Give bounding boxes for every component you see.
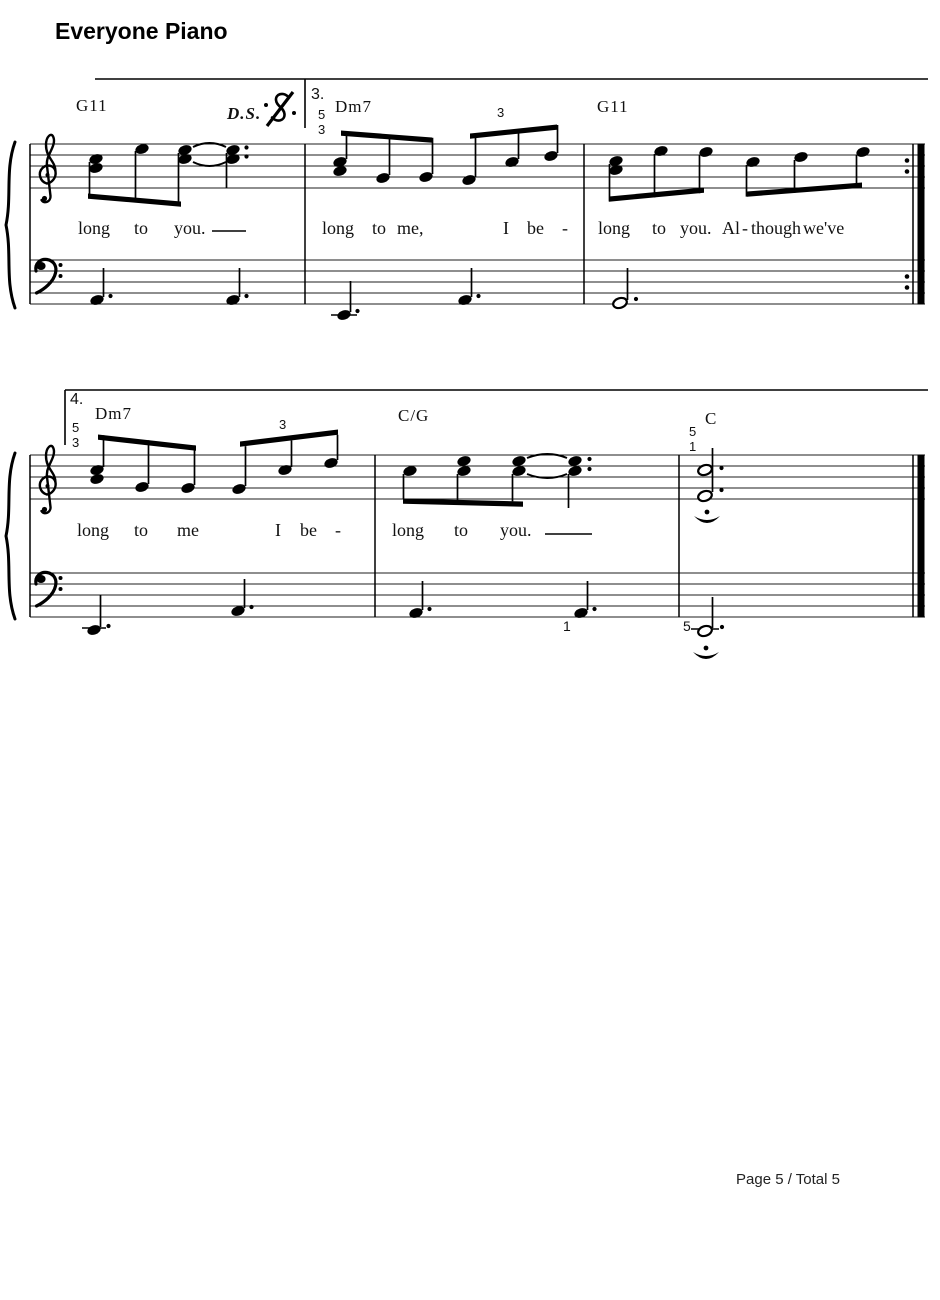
system2-measure3-notes — [694, 448, 724, 523]
fermata-icon — [693, 646, 719, 659]
fingering-number: 1 — [563, 618, 571, 634]
page-title: Everyone Piano — [55, 18, 228, 44]
lyric-syllable: long — [322, 218, 355, 238]
lyric-syllable: to — [454, 520, 469, 540]
ds-label: D.S. — [227, 104, 262, 123]
system1-bass-notes — [89, 268, 638, 321]
fingering-number: 3 — [318, 122, 326, 137]
chord-symbol: Dm7 — [95, 404, 132, 423]
lyric-syllable: to — [134, 218, 149, 238]
lyric-syllable: be — [527, 218, 544, 238]
volta-bracket-4 — [65, 390, 928, 445]
page-number: Page 5 / Total 5 — [736, 1171, 840, 1188]
lyric-syllable: me — [177, 520, 199, 540]
system1-treble-staff — [30, 144, 925, 188]
chord-symbol: C — [705, 409, 718, 428]
lyric-syllable: you. — [680, 218, 712, 238]
volta-number: 3. — [311, 86, 325, 103]
fingering-number: 3 — [72, 435, 80, 450]
chord-symbol: G11 — [597, 97, 629, 116]
volta-number: 4. — [70, 391, 84, 408]
brace-icon — [6, 142, 15, 308]
lyric-syllable: long — [77, 520, 110, 540]
lyric-syllable: I — [275, 520, 281, 540]
lyric-syllable: you. — [174, 218, 206, 238]
lyric-syllable: to — [134, 520, 149, 540]
fingering-number: 5 — [72, 420, 80, 435]
system2-bass-staff — [30, 573, 925, 617]
chord-symbol: C/G — [398, 406, 430, 425]
lyric-syllable: me, — [397, 218, 424, 238]
lyric-syllable: I — [503, 218, 509, 238]
system2-bass-notes — [82, 579, 724, 659]
lyric-syllable: - — [335, 520, 341, 540]
lyric-syllable: we've — [803, 218, 845, 238]
lyric-syllable: to — [372, 218, 387, 238]
lyric-syllable: to — [652, 218, 667, 238]
system1-measure1-notes — [88, 143, 249, 207]
volta-bracket-3 — [95, 79, 928, 128]
lyric-syllable: long — [78, 218, 111, 238]
final-barline — [913, 455, 925, 618]
system2-measure2-notes — [402, 454, 591, 508]
fingering-number: 1 — [689, 439, 697, 454]
treble-clef-icon — [40, 446, 56, 513]
lyric-syllable: long — [392, 520, 425, 540]
fingering-number: 3 — [497, 105, 505, 120]
fingering-number: 5 — [689, 424, 697, 439]
lyric-syllable: - — [562, 218, 568, 238]
repeat-barline — [905, 144, 925, 305]
bass-clef-icon — [36, 259, 63, 293]
chord-symbol: Dm7 — [335, 97, 372, 116]
fingering-number: 3 — [279, 417, 287, 432]
fingering-number: 5 — [318, 107, 326, 122]
chord-symbol: G11 — [76, 96, 108, 115]
lyric-syllable: - — [742, 218, 748, 238]
brace-icon — [6, 453, 15, 619]
system1-measure3-notes — [608, 145, 871, 202]
fermata-icon — [694, 510, 720, 523]
lyric-syllable: you. — [500, 520, 532, 540]
lyric-syllable: be — [300, 520, 317, 540]
bass-clef-icon — [36, 572, 63, 606]
system2-treble-staff — [30, 455, 925, 499]
lyric-syllable: though — [751, 218, 802, 238]
system1-notation — [6, 79, 928, 321]
system2-measure1-notes — [89, 430, 339, 496]
lyric-syllable: Al — [722, 218, 740, 238]
segno-icon — [264, 92, 296, 126]
lyric-syllable: long — [598, 218, 631, 238]
fingering-number: 5 — [683, 618, 691, 634]
treble-clef-icon — [40, 135, 56, 202]
